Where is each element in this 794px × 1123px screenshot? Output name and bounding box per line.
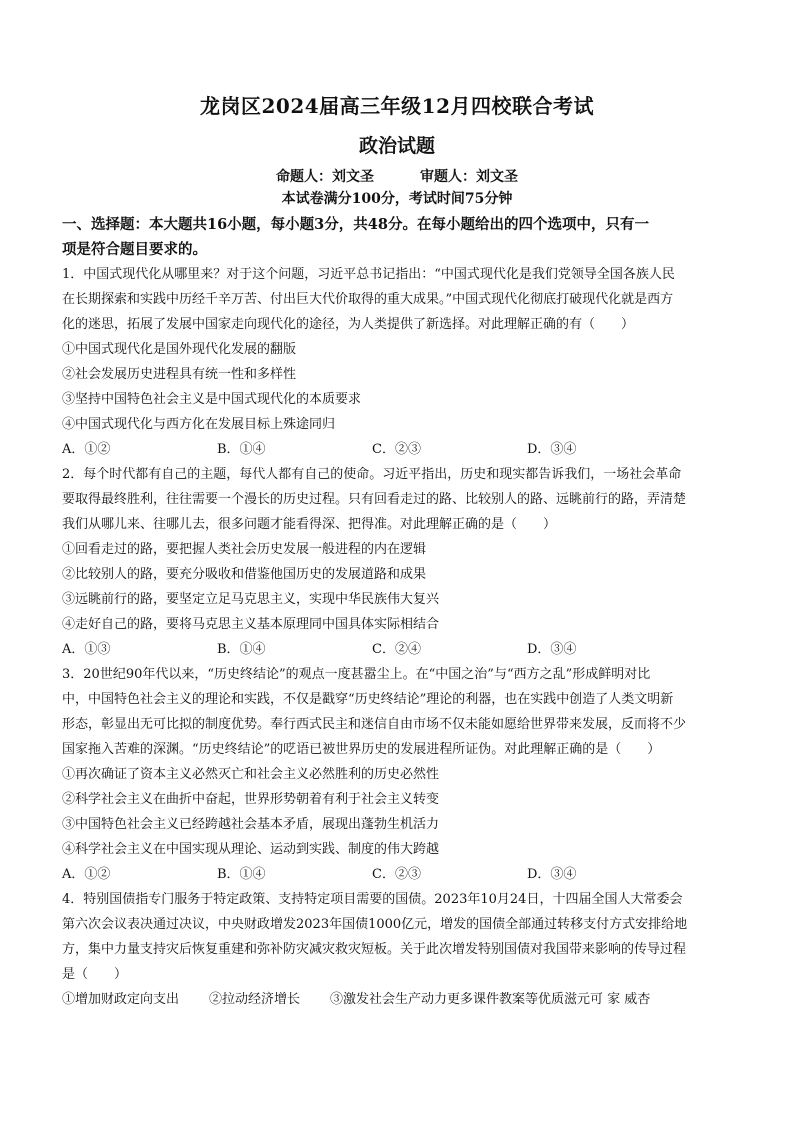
question-option: ②社会发展历史进程具有统一性和多样性 [62, 367, 297, 382]
choice-b: B．①④ [217, 642, 266, 657]
question-option: ④科学社会主义在中国实现从理论、运动到实践、制度的伟大跨越 [62, 842, 440, 857]
exam-title: 龙岗区2024届高三年级12月四校联合考试 [200, 94, 594, 118]
section-heading-line: 项是符合题目要求的。 [62, 241, 207, 258]
question-stem-line: 化的迷思，拓展了发展中国家走向现代化的途径，为人类提供了新选择。对此理解正确的有（ ） [62, 317, 635, 332]
question-stem-line: 4．特别国债指专门服务于特定政策、支持特定项目需要的国债。2023年10月24日，十四届全国人大常委会 [62, 892, 683, 907]
question-stem-line: 国家拖入苦难的深渊。“历史终结论”的呓语已被世界历史的发展进程所证伪。对此理解正确的是（ ） [62, 742, 661, 757]
question-option: ③坚持中国特色社会主义是中国式现代化的本质要求 [62, 392, 362, 407]
question-option: ②科学社会主义在曲折中奋起，世界形势朝着有利于社会主义转变 [62, 792, 440, 807]
question-stem-line: 形态，彰显出无可比拟的制度优势。奉行西式民主和迷信自由市场不仅未能如愿给世界带来发展，反而将不少 [62, 717, 687, 732]
section-heading [62, 212, 732, 262]
question-1 [62, 262, 732, 462]
question-option: ②拉动经济增长 [209, 992, 301, 1007]
question-stem-line: 我们从哪儿来、往哪儿去，很多问题才能看得深、把得准。对此理解正确的是（ ） [62, 517, 557, 532]
choice-c: C．②③ [372, 442, 421, 457]
exam-subtitle: 政治试题 [358, 135, 435, 157]
question-stem-line: 第六次会议表决通过决议，中央财政增发2023年国债1000亿元，增发的国债全部通过转移支付方式安排给地 [62, 917, 688, 932]
question-option: ②比较别人的路，要充分吸收和借鉴他国历史的发展道路和成果 [62, 567, 427, 582]
question-option: ④中国式现代化与西方化在发展目标上殊途同归 [62, 417, 336, 432]
question-stem-line: 在长期探索和实践中历经千辛万苦、付出巨大代价取得的重大成果。”中国式现代化彻底打破现代化就是西方 [62, 292, 674, 307]
answer-choices [62, 637, 732, 662]
question-option: ③激发社会生产动力更多课件教案等优质滋元可 家 威杏 [330, 992, 651, 1007]
question-stem-line: 方，集中力量支持灾后恢复重建和弥补防灾减灾救灾短板。关于此次增发特别国债对我国带来影响的传导过程 [62, 942, 687, 957]
exam-page [62, 92, 732, 1012]
section-heading-line: 一、选择题：本大题共16小题，每小题3分，共48分。在每小题给出的四个选项中，只有一 [62, 216, 649, 233]
choice-d: D．③④ [527, 642, 577, 657]
choice-b: B．①④ [217, 867, 266, 882]
question-option: ①再次确证了资本主义必然灭亡和社会主义必然胜利的历史必然性 [62, 767, 440, 782]
reviewer-name: 审题人：刘文圣 [420, 169, 518, 185]
question-option: ①中国式现代化是国外现代化发展的翻版 [62, 342, 297, 357]
question-option: ③中国特色社会主义已经跨越社会基本矛盾，展现出蓬勃生机活力 [62, 817, 440, 832]
answer-choices [62, 862, 732, 887]
choice-d: D．③④ [527, 442, 577, 457]
question-option: ①增加财政定向支出 [62, 992, 180, 1007]
question-stem-line: 是（ ） [62, 967, 128, 982]
question-stem-line: 3．20世纪90年代以来，“历史终结论”的观点一度甚嚣尘上。在“中国之治”与“西方之乱”形成鲜明对比 [62, 667, 651, 682]
question-stem-line: 中，中国特色社会主义的理论和实践，不仅是戳穿“历史终结论”理论的利器，也在实践中创造了人类文明新 [62, 692, 674, 707]
question-4 [62, 887, 732, 1012]
question-stem-line: 1．中国式现代化从哪里来？对于这个问题，习近平总书记指出：“中国式现代化是我们党领导全国各族人民 [62, 267, 675, 282]
question-3 [62, 662, 732, 887]
choice-d: D．③④ [527, 867, 577, 882]
exam-meta: 本试卷满分100分，考试时间75分钟 [281, 191, 513, 207]
choice-a: A．①③ [62, 642, 111, 657]
inline-options [62, 987, 732, 1012]
choice-b: B．①④ [217, 442, 266, 457]
question-option: ④走好自己的路，要将马克思主义基本原理同中国具体实际相结合 [62, 617, 440, 632]
question-2 [62, 462, 732, 662]
choice-a: A．①② [62, 867, 111, 882]
question-stem-line: 要取得最终胜利，往往需要一个漫长的历史过程。只有回看走过的路、比较别人的路、远眺前行的路，弄清楚 [62, 492, 687, 507]
choice-a: A．①② [62, 442, 111, 457]
question-stem-line: 2．每个时代都有自己的主题，每代人都有自己的使命。习近平指出，历史和现实都告诉我们，一场社会革命 [62, 467, 682, 482]
question-option: ③远眺前行的路，要坚定立足马克思主义，实现中华民族伟大复兴 [62, 592, 440, 607]
answer-choices [62, 437, 732, 462]
choice-c: C．②④ [372, 642, 421, 657]
question-option: ①回看走过的路，要把握人类社会历史发展一般进程的内在逻辑 [62, 542, 427, 557]
choice-c: C．②③ [372, 867, 421, 882]
author-line [62, 166, 732, 188]
setter-name: 命题人：刘文圣 [276, 169, 374, 185]
